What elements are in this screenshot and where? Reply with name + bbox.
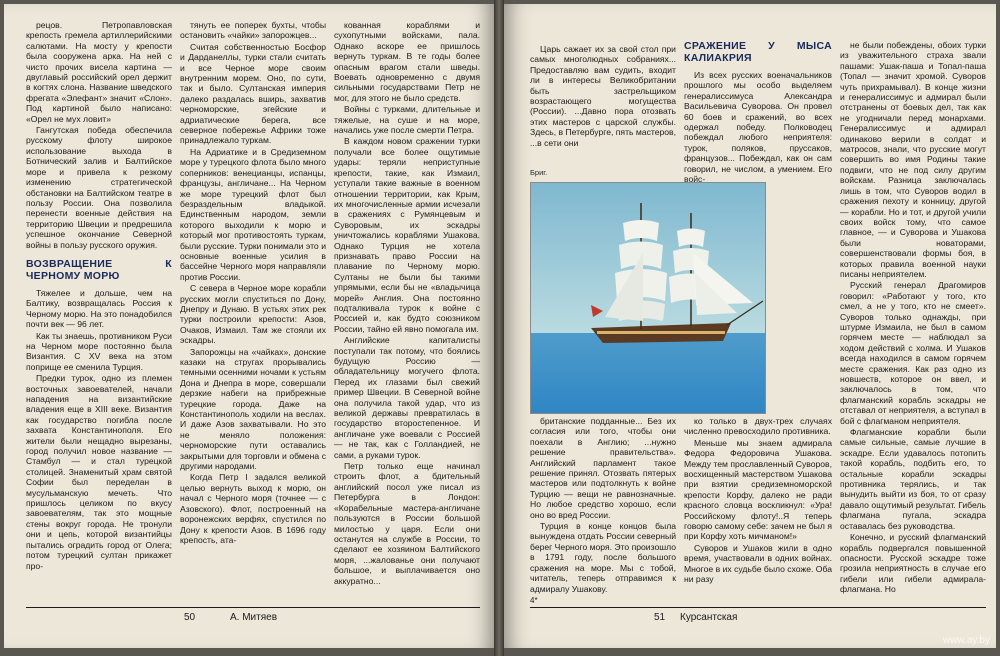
watermark: www.ay.by bbox=[942, 635, 990, 646]
paragraph: В каждом новом сражении турки получали все более ощутимые удары: теряли неприступные крепости, такие, как Измаил, уступали такие важные в военном отношении территории, как Крым, их многочисленные армии исчезали в сражениях с Румянцевым и Суворовым, их эскадры уничтожались кораблями Ушакова. Однако Турция не хотела признавать право России на плавание по Черному морю. Султаны не были бы такими упрямыми, если бы не «владычица морей» Англия. Она постоянно подталкивала турок к войне с Россией и, как будто союзником России, тайно ей явно помогала им. bbox=[334, 136, 480, 334]
paragraph: Считая собственностью Босфор и Дарданеллы, турки стали считать и все Черное море своим внутренним морем. Оно, по сути, так и было. Султанская империя далеко раздалась вширь, захватив черноморские, эгейские и адриатические берега, все северное побережье Африки тоже принадлежало туркам. bbox=[180, 41, 326, 146]
left-column-1 bbox=[26, 20, 172, 604]
running-author: А. Митяев bbox=[230, 612, 278, 623]
paragraph: Флагманские корабли были самые сильные, самые лучшие в эскадре. Если удавалось потопить такой корабль, подбить его, то остальные корабли эскадры противника терялись, и так вынудить выйти из боя, то от сразу давало ощутимый результат. Гибель флагмана пугала, эскадра оставалась без руководства. bbox=[840, 427, 986, 531]
signature-mark: 4* bbox=[530, 596, 538, 605]
paragraph: Суворов и Ушаков жили в одно время, участвовали в одних войнах. Многое в их судьбе было схоже. Оба ни разу bbox=[684, 542, 832, 585]
paragraph: Царь сажает их за свой стол при самых многолюдных собраниях... Предоставляю вам судить, входит ли в интересы Великобритании быть застрельщиком возрастающего могущества (России). ...Давно пора отозвать этих мастеров с царской службы. Здесь, в Петербурге, пять мастеров, ...в сети они bbox=[530, 44, 676, 148]
page-number: 51 bbox=[654, 612, 666, 623]
paragraph: Меньше мы знаем адмирала Федора Федоровича Ушакова. Между тем прославленный Суворов, восхищенный мастерством Ушакова при взятии средиземноморской крепости Корфу, далеко не ради красного словца воскликнул: «Ура! Российскому флоту!..Я теперь говорю самому себе: зачем не был я при Корфу хоть мичманом!» bbox=[684, 437, 832, 542]
footer-rule bbox=[26, 607, 480, 608]
paragraph: кованная кораблями и сухопутными войсками, пала. Однако вскоре ее пришлось вернуть туркам. В те годы более опасным врагом стали шведы. Воевать одновременно с двумя сильными государствами Петр не мог, для этого не было средств. bbox=[334, 20, 480, 103]
running-journal: Курсантская bbox=[680, 612, 738, 623]
paragraph: Гангутская победа обеспечила русскому флоту широкое использование выхода в Ботнический залив и Балтийское море и привела к резкому изменению стратегической обстановки на Балтийском театре в пользу России. Она позволила перенести военные действия на территорию Швеции и предрешила успешное окончание Северной войны в пользу русского оружия. bbox=[26, 125, 172, 250]
page-number: 50 bbox=[184, 612, 196, 623]
paragraph: С севера в Черное море корабли русских могли спуститься по Дону, Днепру и Дунаю. В устьях этих рек турки построили крепости: Азов, Очаков, Измаил. Там же стояли их эскадры. bbox=[180, 283, 326, 346]
paragraph: Русский генерал Драгомиров говорил: «Работают у того, кто смел, а не у того, кто не смеет». Суворов только однажды, при штурме Измаила, не был в самом горячем месте — наблюдал за ходом действий с холма. И Ушаков всегда находился в самом горячем месте сражения. Как раз одно из новшеств, которое он ввел, и заключалось в том, что флагманский корабль эскадры не отставал от неприятеля, а вступал в бой с флагманом неприятеля. bbox=[840, 280, 986, 426]
paragraph: тянуть ее поперек бухты, чтобы остановить «чайки» запорожцев... bbox=[180, 20, 326, 41]
right-column-2-top bbox=[684, 40, 832, 185]
paragraph: британские подданные... Без их согласия или того, чтобы они поехали в Англию; ...нужно решение правительства». Английский парламент такое решение принял. Отозвать пятерых мастеров или подтолкнуть к войне Турцию — вещи не равнозначные. Но любое средство хорошо, если оно во вред России. bbox=[530, 416, 676, 520]
paragraph: рецов. Петропавловская крепость гремела артиллерийскими салютами. На мосту у крепости была сооружена арка. На ней с чисто прочих висела картина — двуглавый российский орел держит в когтях слона. Название шведского фрегата «Элефант» значит «Слон». Под картиной было написано: «Орел не мух ловит» bbox=[26, 20, 172, 124]
footer-rule bbox=[530, 607, 986, 608]
book-spine bbox=[494, 0, 504, 656]
right-column-1-bottom bbox=[530, 416, 676, 606]
paragraph: Как ты знаешь, противником Руси на Черном море постоянно была Византия. С XV века на этом поприще ее сменила Турция. bbox=[26, 330, 172, 372]
brig-painting bbox=[530, 182, 766, 414]
right-column-1-top bbox=[530, 44, 676, 154]
left-page bbox=[4, 4, 494, 648]
paragraph: Петр только еще начинал строить флот, а бдительный английский посол уже писал из Петербурга в Лондон: «Корабельные мастера-англичане пользуются в России большой милостью у царя. Если они останутся на службе в России, то сделают ее хозяином Балтийского моря, ...жалованье они получают большое, и выплачивается оно аккуратно... bbox=[334, 461, 480, 586]
paragraph: Конечно, и русский флагманский корабль подвергался повышенной опасности. Русской эскадре тоже грозила неприятность в случае его гибели или гибели адмирала-флагмана. Но bbox=[840, 532, 986, 595]
paragraph: Тяжелее и дольше, чем на Балтику, возвращалась Россия к Черному морю. На это понадобился почти век — 96 лет. bbox=[26, 287, 172, 330]
ship-illustration bbox=[531, 183, 765, 413]
right-column-3 bbox=[840, 40, 986, 606]
section-heading: ВОЗВРАЩЕНИЕ К ЧЕРНОМУ МОРЮ bbox=[26, 257, 172, 282]
paragraph: Когда Петр I задался великой целью вернуть выход к морю, он начал с Черного моря (точнее — с Азовского). Флот, построенный на воронежских верфях, спустился по Дону к крепости Азов. В 1696 году крепость, ата- bbox=[180, 472, 326, 545]
paragraph: Запорожцы на «чайках», донские казаки на стругах прорывались темными осенними ночами к устьям Дона и Днепра в море, совершали дерзкие набеги на прибрежные турецкие города. Даже на Константинополь ходили на веслах. И даже Азов захватывали. Но это не меняло положения: черноморские пути оставались закрытыми для торговли и обмена с другими народами. bbox=[180, 346, 326, 472]
left-column-2 bbox=[180, 20, 326, 604]
right-column-2-bottom bbox=[684, 416, 832, 606]
paragraph: не были побеждены, обоих турки из уважительного страха звали пашами: Ушак-паша и Топал-паша (Топал — значит хромой. Суворов чуть прихрамывал). В конце жизни и генералиссимус и адмирал были отстранены от боевых дел, так как не угодничали перед монархами. Генералиссимус и адмирал одинаково верили в солдат и матросов, знали, что русские могут совершить во имя Родины такие подвиги, что не под силу другим войскам. Разница заключалась лишь в том, что Суворов водил в сражения пехоту и конницу, другой — корабли. Но и тот, и другой учили своих войск тому, что самое главное, — и Суворова и Ушакова были новаторами, совершенствовали формы боя, в которых правила военной науки писаны неприятелем. bbox=[840, 40, 986, 279]
paragraph: ко только в двух-трех случаях численно превосходило противника. bbox=[684, 416, 832, 437]
paragraph: Английские капиталисты поступали так потому, что боялись будущую Россию — обладательницу могучего флота. Перед их глазами был свежий пример Швеции. В Северной войне она получила такой удар, что из великой державы превратилась в государство второстепенное. И англичане уже воевали с Россией — не так, как с Голландией, не сами, а руками турок. bbox=[334, 335, 480, 460]
section-heading: СРАЖЕНИЕ У МЫСА КАЛИАКРИЯ bbox=[684, 40, 832, 64]
paragraph: Войны с турками, длительные и тяжелые, на суше и на море, начались уже после смерти Петра. bbox=[334, 104, 480, 136]
paragraph: На Адриатике и в Средиземном море у турецкого флота было много соперников: венецианцы, испанцы, французы, англичане... На Черном же море турецкий флот был безраздельным владыкой. Единственным народом, земли которого выходили к морю и который мог противостоять туркам, были русские. Турки понимали это и основные военные усилия в бассейне Черного моря направляли против России. bbox=[180, 146, 326, 282]
illustration-caption: Бриг. bbox=[530, 168, 548, 177]
paragraph: Из всех русских военачальников прошлого мы особо выделяем генералиссимуса Александра Васильевича Суворова. Он провел 60 боев и сражений, во всех одержал победу. Полководец побеждал любого неприятеля: турок, поляков, пруссаков, французов... Побеждал, как он сам говорил, не числом, а умением. Его войс- bbox=[684, 70, 832, 185]
right-page bbox=[504, 4, 996, 648]
left-column-3 bbox=[334, 20, 480, 604]
paragraph: Турция в конце концов была вынуждена отдать России северный берег Черного моря. Это произошло в 1791 году, после большого сражения на море. Мы с тобой, читатель, теперь отправимся к адмиралу Ушакову. bbox=[530, 521, 677, 594]
paragraph: Предки турок, одно из племен восточных завоевателей, начали нападения на византийские владения еще в XIII веке. Византия как государство погибла после захвата Константинополя. Его жители были нещадно вырезаны, город получил новое название — Стамбул — и стал турецкой столицей. Знаменитый храм святой Софии был переделан в мусульманскую мечеть. Что пришлось целиком по вкусу завоевателям, так это мощные стены вокруг города. Не тронули они и цепь, которой византийцы пытались оградить город от Олега; потом турецкий султан прикажет про- bbox=[26, 373, 172, 571]
